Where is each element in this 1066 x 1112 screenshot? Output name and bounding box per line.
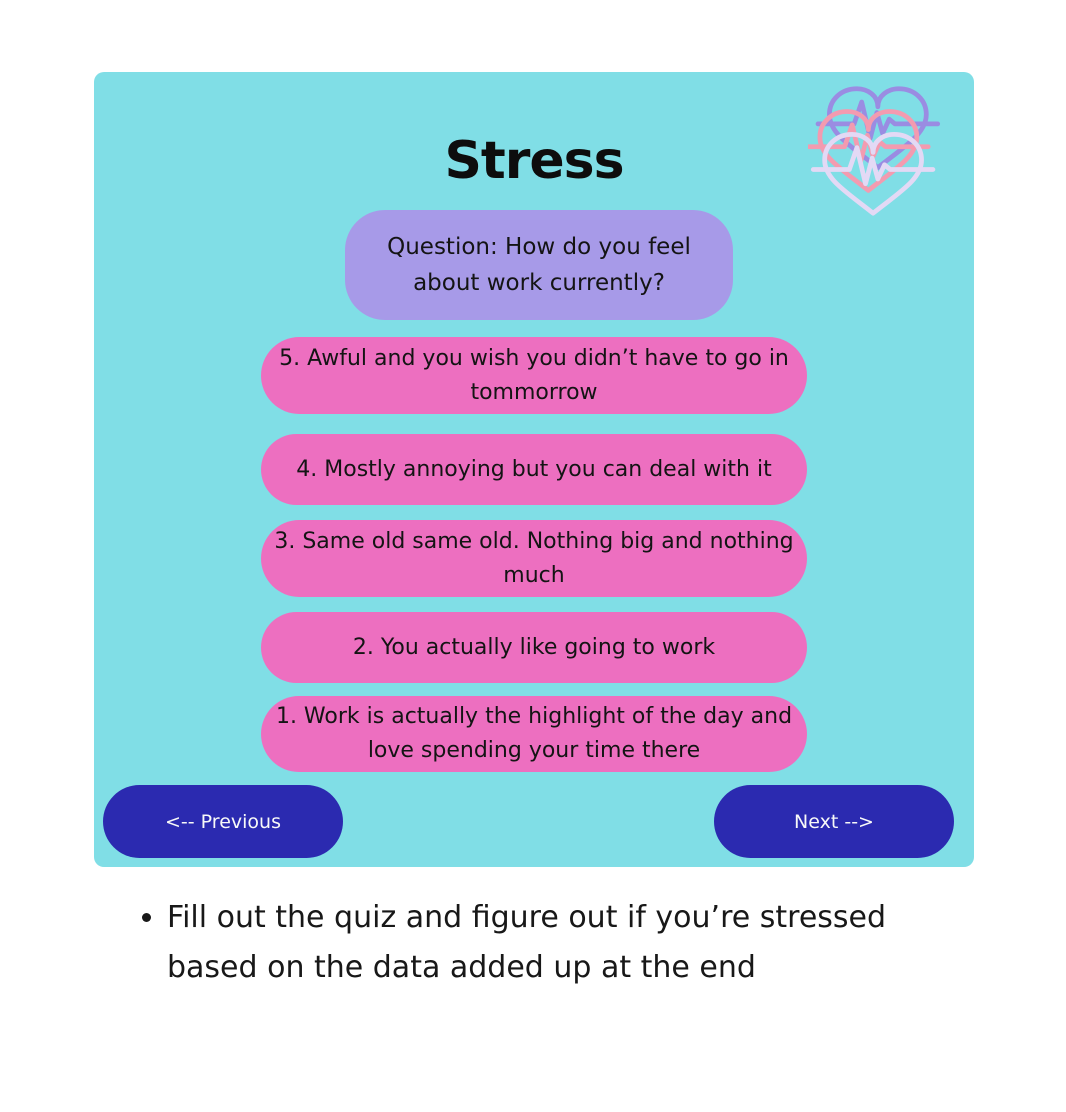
instruction-item: • Fill out the quiz and figure out if you’re stressed based on the data added up at the end <box>167 893 942 993</box>
answer-option-4[interactable] <box>261 434 807 505</box>
question-text: Question: How do you feel about work currently? <box>387 234 691 296</box>
answer-option-5-label: 5. Awful and you wish you didn’t have to go in tommorrow <box>279 345 789 405</box>
answer-option-1-label: 1. Work is actually the highlight of the day and love spending your time there <box>275 704 793 763</box>
answer-option-4-label: 4. Mostly annoying but you can deal with it <box>296 456 772 482</box>
page-title: Stress <box>444 131 624 191</box>
instructions-section <box>0 893 1066 993</box>
answer-option-1[interactable] <box>261 696 807 772</box>
next-button[interactable]: Next --> <box>714 785 954 858</box>
answer-option-2-label: 2. You actually like going to work <box>352 634 716 660</box>
heartbeat-hearts-icon <box>808 84 942 236</box>
answer-option-2[interactable] <box>261 612 807 683</box>
quiz-card <box>94 72 974 867</box>
answer-option-5[interactable] <box>261 337 807 414</box>
previous-button[interactable]: <-- Previous <box>103 785 343 858</box>
question-bubble <box>345 210 733 320</box>
answer-option-3[interactable] <box>261 520 807 597</box>
answer-option-3-label: 3. Same old same old. Nothing big and nothing much <box>274 528 794 588</box>
instructions-list <box>0 893 1066 993</box>
